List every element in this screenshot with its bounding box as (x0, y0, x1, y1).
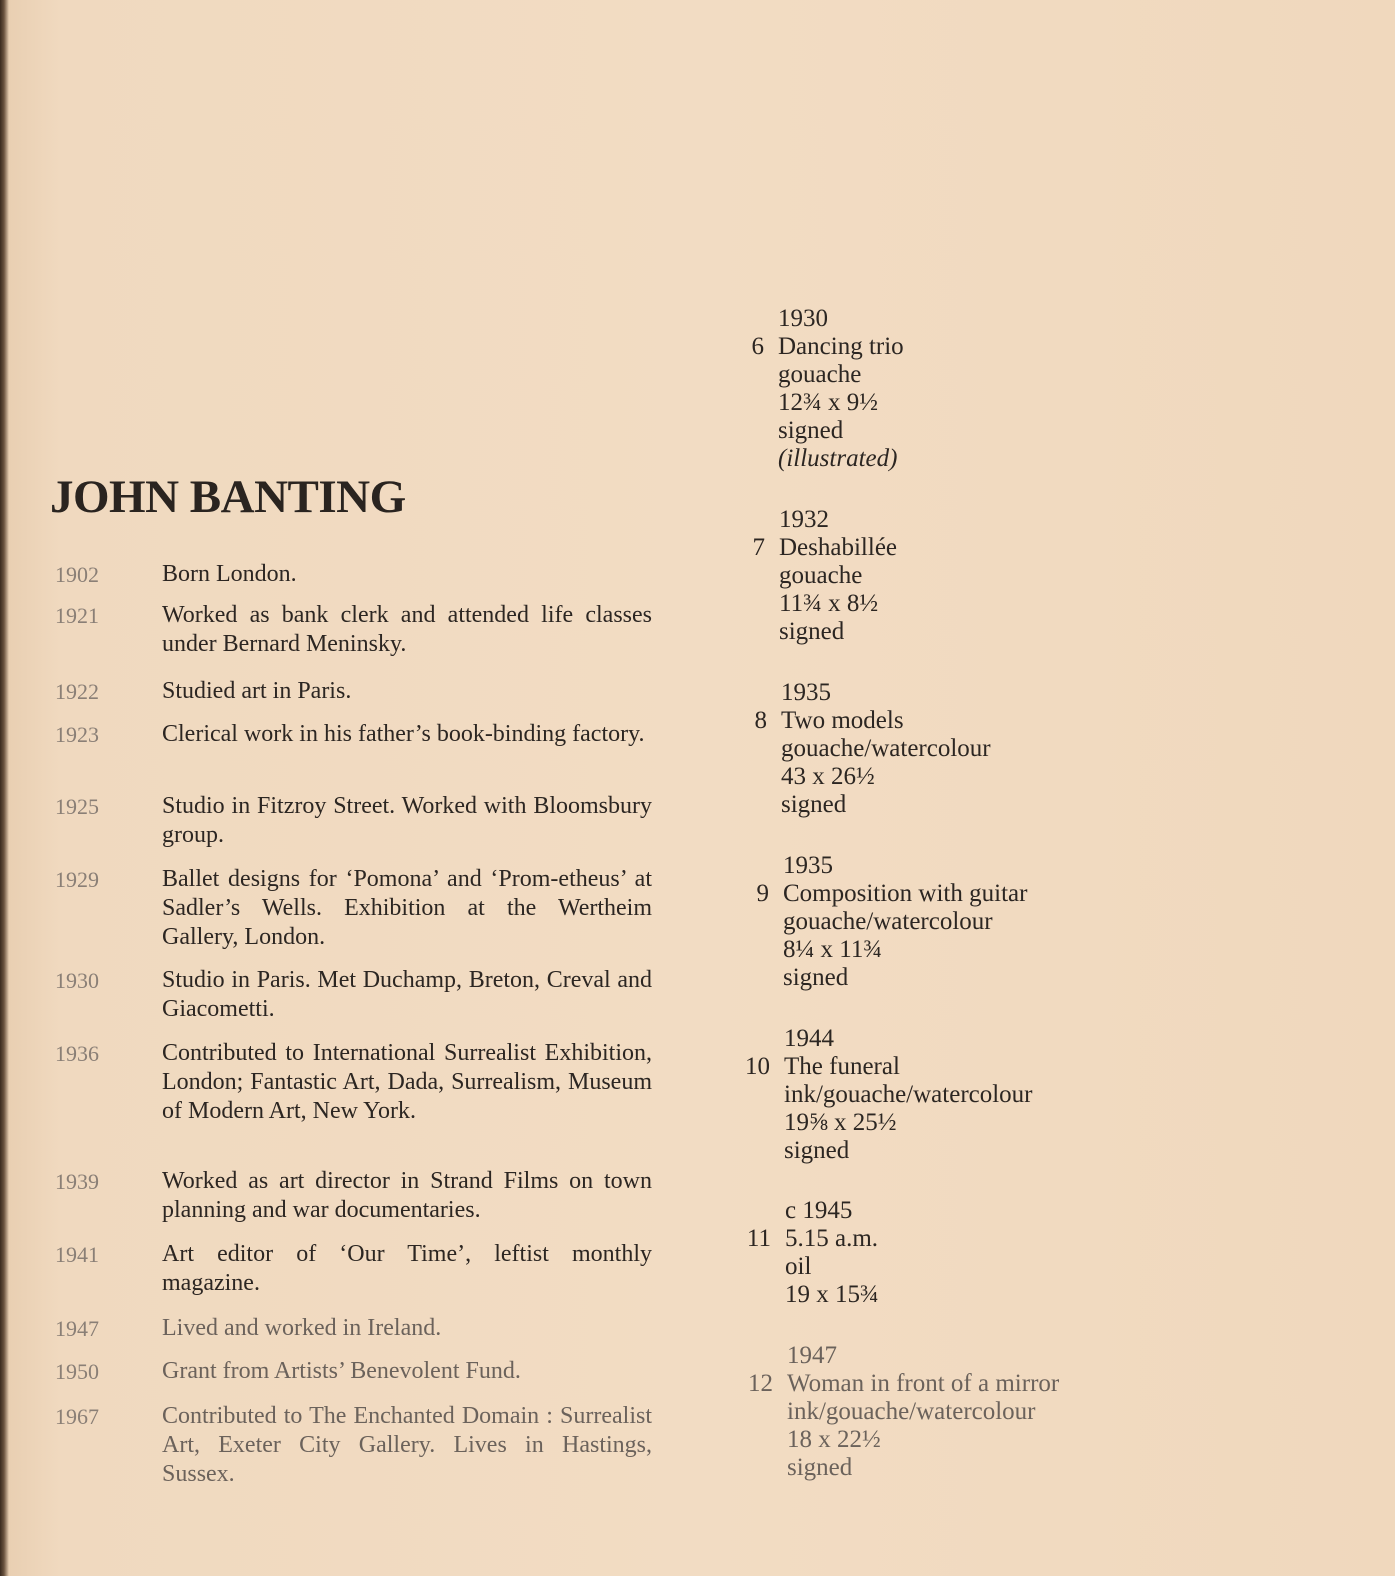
entry-year: 1947 (55, 1316, 99, 1341)
work-date: c 1945 (785, 1197, 853, 1224)
work-signed: signed (787, 1454, 853, 1481)
work-size: 11¾ x 8½ (779, 590, 879, 617)
entry-text: Studio in Fitzroy Street. Worked with Bloomsbury group. (162, 793, 652, 848)
entry-year: 1930 (55, 968, 99, 993)
work-title: Two models (781, 707, 904, 734)
work-medium: gouache/watercolour (781, 735, 991, 762)
work-signed: signed (781, 791, 847, 818)
entry-text: Lived and worked in Ireland. (162, 1315, 442, 1341)
entry-year: 1950 (55, 1359, 99, 1384)
work-title: Woman in front of a mirror (787, 1370, 1060, 1397)
entry-year: 1921 (55, 603, 99, 628)
entry-text: Studio in Paris. Met Duchamp, Breton, Creval and Giacometti. (162, 967, 652, 1022)
entry-text: Contributed to International Surrealist Exhibition, London; Fantastic Art, Dada, Surrealism, Museum of Modern Art, New York. (162, 1040, 652, 1124)
work-size: 8¼ x 11¾ (783, 936, 883, 963)
catalogue-number: 9 (756, 880, 769, 907)
entry-text: Art editor of ‘Our Time’, leftist monthly magazine. (162, 1241, 652, 1296)
entry-text: Ballet designs for ‘Pomona’ and ‘Prom-etheus’ at Sadler’s Wells. Exhibition at the Wertheim Gallery, London. (162, 866, 652, 950)
entry-year: 1925 (55, 794, 99, 819)
catalogue-number: 8 (754, 707, 767, 734)
catalogue-entry (746, 1197, 879, 1309)
entry-year: 1923 (55, 722, 99, 747)
catalogue-entry (751, 305, 904, 473)
work-date: 1932 (779, 506, 829, 533)
work-note: (illustrated) (778, 445, 898, 472)
work-date: 1947 (787, 1342, 837, 1369)
catalogue-number: 6 (751, 333, 764, 360)
work-medium: ink/gouache/watercolour (787, 1398, 1036, 1425)
work-title: The funeral (784, 1053, 900, 1080)
entry-year: 1967 (55, 1404, 99, 1429)
work-medium: gouache/watercolour (783, 908, 993, 935)
work-date: 1935 (781, 679, 831, 706)
entry-text: Worked as bank clerk and attended life classes under Bernard Meninsky. (162, 602, 652, 657)
entry-text: Contributed to The Enchanted Domain : Surrealist Art, Exeter City Gallery. Lives in Hastings, Sussex. (162, 1403, 652, 1487)
work-signed: signed (784, 1137, 850, 1164)
work-date: 1935 (783, 852, 833, 879)
entry-year: 1939 (55, 1169, 99, 1194)
entry-year: 1922 (55, 679, 99, 704)
work-size: 43 x 26½ (781, 763, 875, 790)
artist-name-heading: JOHN BANTING (50, 471, 406, 523)
catalogue-entry (745, 1025, 1033, 1165)
work-size: 19⅝ x 25½ (784, 1109, 897, 1136)
catalogue-entry (756, 852, 1028, 992)
entry-year: 1941 (55, 1242, 99, 1267)
entry-text: Studied art in Paris. (162, 678, 352, 704)
work-size: 18 x 22½ (787, 1426, 881, 1453)
entry-year: 1902 (55, 562, 99, 587)
work-medium: gouache (779, 562, 863, 589)
entry-text: Clerical work in his father’s book-binding factory. (162, 721, 645, 747)
work-size: 19 x 15¾ (785, 1281, 879, 1308)
entry-year: 1929 (55, 867, 99, 892)
catalogue-number: 11 (746, 1225, 771, 1252)
catalogue-number: 12 (748, 1370, 773, 1397)
catalogue-entry (752, 506, 898, 646)
work-date: 1930 (778, 305, 828, 332)
work-signed: signed (778, 417, 844, 444)
work-signed: signed (783, 964, 849, 991)
work-title: 5.15 a.m. (785, 1225, 879, 1252)
catalogue-number: 7 (752, 534, 765, 561)
entry-text: Born London. (162, 561, 297, 587)
catalogue-entry (748, 1342, 1060, 1482)
catalogue-entry (754, 679, 991, 819)
entry-text: Grant from Artists’ Benevolent Fund. (162, 1358, 521, 1384)
catalogue-number: 10 (745, 1053, 770, 1080)
work-medium: oil (785, 1253, 812, 1280)
work-title: Dancing trio (778, 333, 904, 360)
work-title: Composition with guitar (783, 880, 1028, 907)
entry-year: 1936 (55, 1041, 99, 1066)
work-size: 12¾ x 9½ (778, 389, 878, 416)
entry-text: Worked as art director in Strand Films on town planning and war documentaries. (162, 1168, 652, 1223)
work-date: 1944 (784, 1025, 834, 1052)
work-title: Deshabillée (779, 534, 898, 561)
work-signed: signed (779, 618, 845, 645)
work-medium: ink/gouache/watercolour (784, 1081, 1033, 1108)
work-medium: gouache (778, 361, 862, 388)
